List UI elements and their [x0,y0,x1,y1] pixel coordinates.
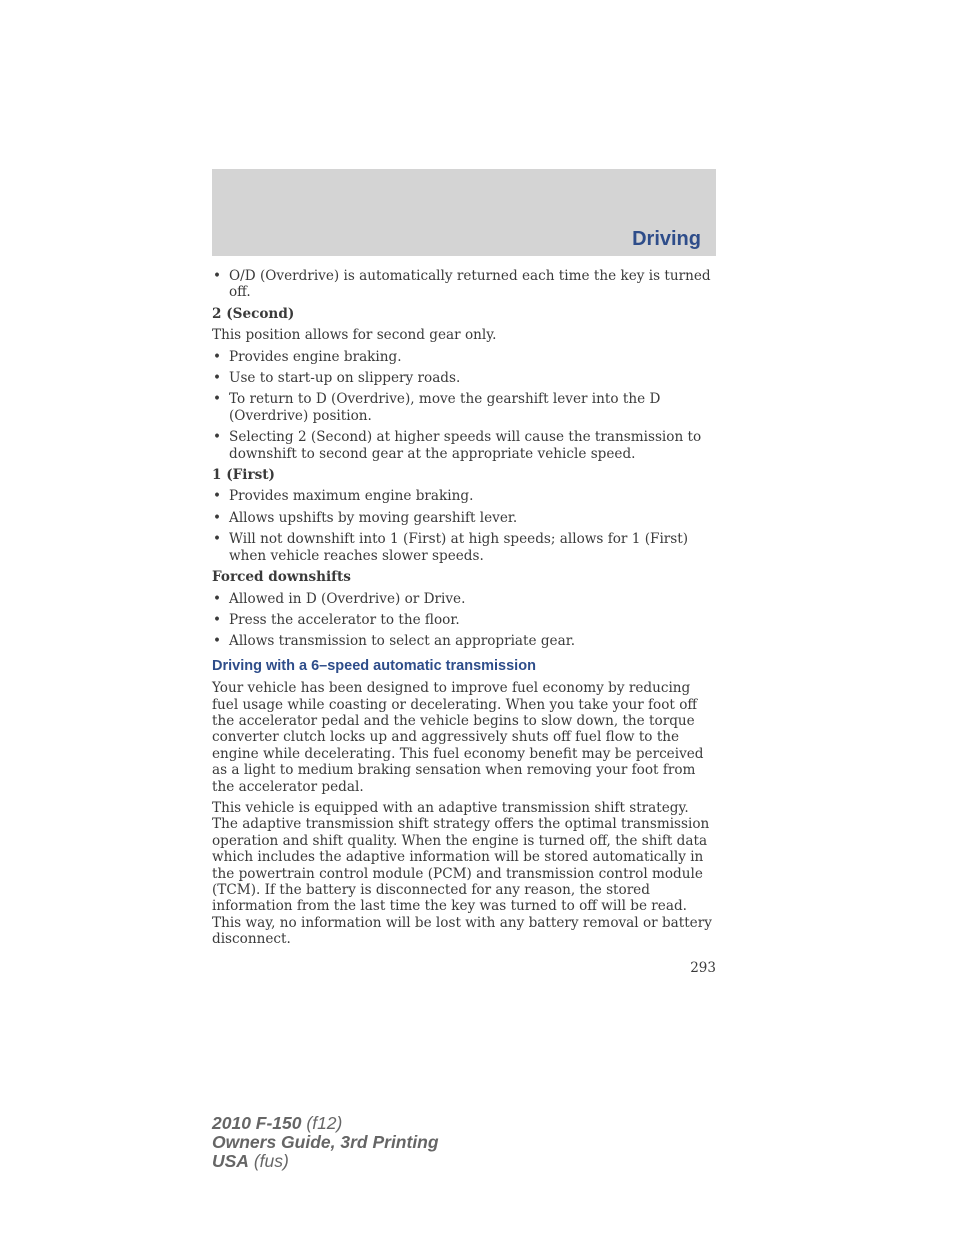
list-item-text: To return to D (Overdrive), move the gearshift lever into the D (Overdrive) position. [229,391,661,424]
list-item [212,488,716,504]
list-item [212,591,716,607]
bullet-icon: • [213,488,222,505]
bullet-icon: • [213,633,222,650]
bullet-icon: • [213,509,222,526]
bullet-icon: • [213,370,222,387]
section-heading-six-speed: Driving with a 6–speed automatic transmission [212,657,536,674]
bullet-icon: • [213,391,222,408]
bullet-icon: • [213,611,222,628]
list-item [212,633,716,649]
footer-line-1 [212,1114,439,1133]
footer-model: 2010 F-150 [212,1113,302,1133]
footer-market-code: (fus) [248,1151,289,1171]
bullet-icon: • [213,348,222,365]
list-item [212,370,716,386]
bullet-icon: • [213,590,222,607]
paragraph: Your vehicle has been designed to improve fuel economy by reducing fuel usage while coasting or decelerating. When you take your foot off the accelerator pedal and the vehicle begins to slow down, the torque converter clutch locks up and aggressively shuts off fuel flow to the engine while decelerating. This fuel economy benefit may be perceived as a light to medium braking sensation when removing your foot from the accelerator pedal. [212,680,704,795]
subheading-second: 2 (Second) [212,305,295,322]
bullet-icon: • [213,268,222,284]
footer-model-code: (f12) [301,1113,343,1133]
page-content [212,268,716,953]
list-item-text: Selecting 2 (Second) at higher speeds will cause the transmission to downshift to second gear at the appropriate vehicle speed. [229,429,702,462]
list-item [212,612,716,628]
list-item-text: Use to start-up on slippery roads. [229,370,461,387]
section-header-band [212,169,716,256]
list-item-text: Will not downshift into 1 (First) at high speeds; allows for 1 (First) when vehicle reaches slower speeds. [229,531,689,564]
subheading-first: 1 (First) [212,467,275,484]
list-item [212,391,716,424]
footer-line-3 [212,1152,439,1171]
list-item-text: Provides engine braking. [229,348,402,365]
list-item-text: Press the accelerator to the floor. [229,611,460,628]
paragraph: This vehicle is equipped with an adaptive transmission shift strategy. The adaptive transmission shift strategy offers the optimal transmission operation and shift quality. When the engine is turned off, the shift data which includes the adaptive information will be stored automatically in the powertrain control module (PCM) and transmission control module (TCM). If the battery is disconnected for any reason, the stored information from the last time the key was turned to off will be read. This way, no information will be lost with any battery removal or battery disconnect. [212,799,712,948]
footer-imprint [212,1114,439,1171]
list-item-text: Provides maximum engine braking. [229,488,474,505]
list-item [212,531,716,564]
list-item-text: Allows transmission to select an appropriate gear. [229,633,576,650]
list-item [212,349,716,365]
list-item-text: Allowed in D (Overdrive) or Drive. [229,590,466,607]
list-item [212,429,716,462]
footer-market: USA [212,1151,249,1171]
section-title: Driving [632,228,701,250]
subheading-forced-downshifts: Forced downshifts [212,569,351,586]
footer-line-2: Owners Guide, 3rd Printing [212,1132,439,1152]
bullet-icon: • [213,429,222,446]
paragraph: This position allows for second gear only. [212,327,497,344]
list-item [212,268,716,301]
list-item-text: Allows upshifts by moving gearshift lever. [229,509,518,526]
page-number: 293 [690,960,716,976]
bullet-icon: • [213,531,222,548]
list-item [212,510,716,526]
list-item-text: O/D (Overdrive) is automatically returned each time the key is turned off. [229,268,711,301]
